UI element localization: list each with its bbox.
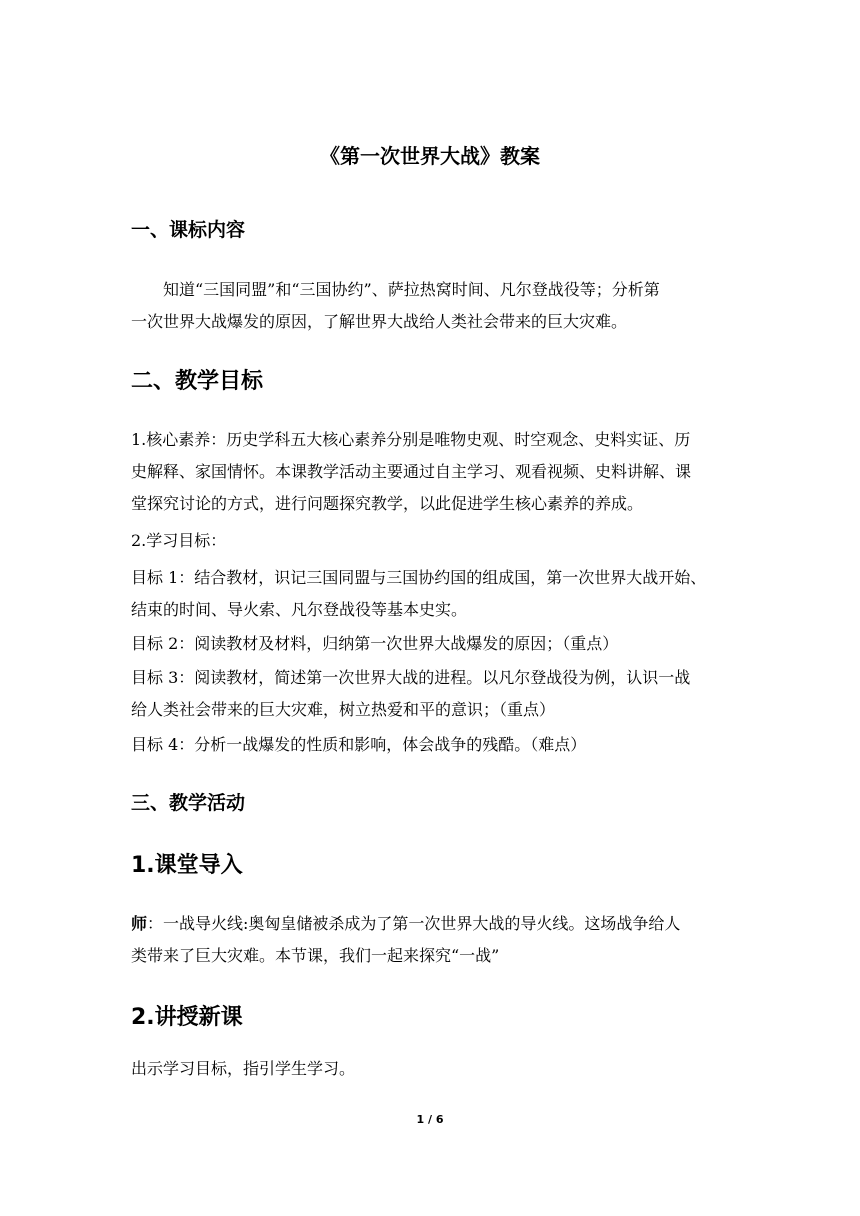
speaker-label: 师	[131, 914, 148, 933]
goal-2: 目标 2：阅读教材及材料，归纳第一次世界大战爆发的原因；（重点）	[131, 634, 619, 653]
goal-3-line-2: 给人类社会带来的巨大灾难，树立热爱和平的意识；（重点）	[131, 700, 556, 719]
core-literacy-line-3: 堂探究讨论的方式，进行问题探究教学，以此促进学生核心素养的养成。	[131, 494, 644, 513]
curriculum-text-line-1: 知道“三国同盟”和“三国协约”、萨拉热窝时间、凡尔登战役等；分析第	[163, 280, 660, 299]
new-lesson-text: 出示学习目标，指引学生学习。	[131, 1059, 356, 1078]
intro-text-content: ：一战导火线:奥匈皇储被杀成为了第一次世界大战的导火线。这场战争给人	[147, 914, 681, 933]
curriculum-text-line-2: 一次世界大战爆发的原因，了解世界大战给人类社会带来的巨大灾难。	[131, 312, 628, 331]
core-literacy-line-1: 1.核心素养：历史学科五大核心素养分别是唯物史观、时空观念、史料实证、历	[131, 430, 691, 449]
section-heading-objectives: 二、教学目标	[131, 369, 264, 394]
section-heading-activities: 三、教学活动	[131, 792, 246, 814]
document-title: 《第一次世界大战》教案	[320, 144, 540, 168]
subsection-heading-new-lesson: 2.讲授新课	[131, 1005, 243, 1030]
goal-3-line-1: 目标 3：阅读教材，简述第一次世界大战的进程。以凡尔登战役为例，认识一战	[131, 668, 691, 687]
core-literacy-line-2: 史解释、家国情怀。本课教学活动主要通过自主学习、观看视频、史料讲解、课	[131, 462, 692, 481]
goal-1-line-1: 目标 1：结合教材，识记三国同盟与三国协约国的组成国，第一次世界大战开始、	[131, 568, 707, 587]
section-heading-curriculum: 一、课标内容	[131, 219, 246, 241]
learning-goal-label: 2.学习目标：	[131, 531, 227, 550]
subsection-heading-intro: 1.课堂导入	[131, 853, 243, 878]
goal-4: 目标 4：分析一战爆发的性质和影响，体会战争的残酷。（难点）	[131, 735, 587, 754]
page-number: 1 / 6	[416, 1113, 444, 1126]
intro-text-line-1	[131, 908, 731, 940]
goal-1-line-2: 结束的时间、导火索、凡尔登战役等基本史实。	[131, 600, 468, 619]
intro-text-line-2: 类带来了巨大灾难。本节课，我们一起来探究“一战”	[131, 946, 500, 965]
